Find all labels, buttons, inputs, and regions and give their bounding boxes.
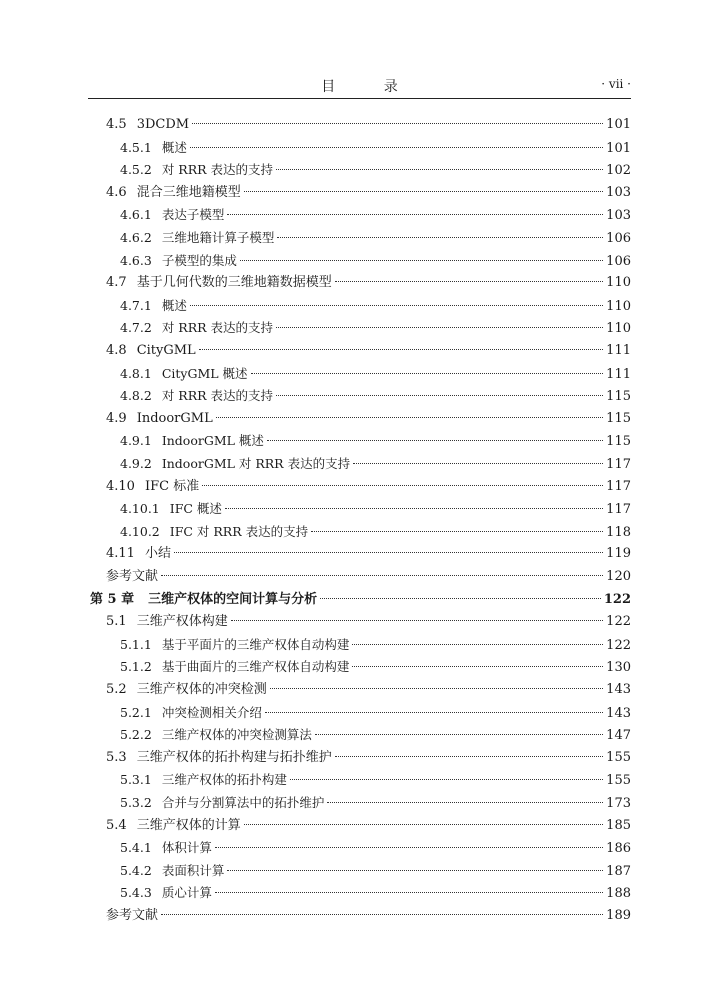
dot-leader [161,575,603,576]
toc-entry-title: 三维产权体的拓扑构建 [161,772,287,788]
toc-entry-page: 102 [606,163,631,179]
toc-entry-page: 111 [606,343,631,358]
toc-entry-title: 小结 [144,546,171,562]
page-number: · vii · [601,77,631,91]
dot-leader [290,779,603,780]
toc-entry-page: 122 [606,614,631,630]
toc-entry-number: 5.1.1 [120,636,152,652]
toc-entry-title: IFC 标准 [144,478,200,494]
toc-entry-page: 115 [606,410,631,426]
toc-entry-page: 110 [606,298,631,314]
toc-entry[interactable] [120,227,631,249]
toc-entry-page: 118 [606,524,631,540]
toc-entry[interactable] [106,543,631,565]
toc-entry[interactable] [90,589,631,611]
toc-entry-title: IFC 概述 [169,501,222,517]
toc-entry-title: 概述 [161,297,187,313]
page-title: 目 录 [321,79,420,95]
dot-leader [190,305,603,306]
toc-entry-number: 4.9.1 [120,433,152,449]
toc-entry-number: 5.2.1 [120,704,152,720]
dot-leader [190,147,603,148]
dot-leader [227,870,603,871]
toc-entry-title: CityGML [136,343,196,358]
toc-entry-number: 4.5 [106,117,127,132]
toc-entry-page: 143 [606,682,631,697]
toc-entry-page: 120 [606,569,631,584]
toc-entry[interactable] [120,521,631,543]
toc-entry-title: 表达子模型 [161,207,225,223]
dot-leader [352,666,603,667]
toc-entry[interactable] [120,250,631,272]
toc-entry[interactable] [120,430,631,452]
toc-entry-title: 概述 [161,139,187,155]
toc-entry-title: 三维产权体构建 [136,614,228,630]
toc-entry-page: 143 [606,705,631,721]
toc-entry[interactable] [120,656,631,678]
dot-leader [215,892,603,893]
toc-entry-page: 187 [606,863,631,879]
toc-entry-page: 155 [606,773,631,789]
toc-entry[interactable] [120,295,631,317]
toc-entry-title: 子模型的集成 [161,252,237,268]
dot-leader [320,598,601,599]
toc-entry-page: 117 [606,502,631,518]
toc-entry[interactable] [106,611,631,633]
toc-entry-title: 三维产权体的冲突检测算法 [161,727,312,743]
dot-leader [251,373,604,374]
toc-entry-number: 5.3.1 [120,772,152,788]
toc-entry-number: 4.6 [106,184,127,200]
toc-entry-title: IndoorGML 对 RRR 表达的支持 [161,456,351,471]
toc-entry-number: 4.7.2 [120,320,152,336]
toc-entry-number: 4.6.1 [120,207,152,223]
toc-entry-number: 4.8.2 [120,388,152,404]
toc-entry-number: 5.4 [106,817,127,833]
dot-leader [199,349,603,350]
toc-entry-page: 130 [606,660,631,676]
toc-entry-number: 5.4.2 [120,862,152,878]
page-header [88,76,631,99]
toc-entry-title: 体积计算 [161,840,212,856]
dot-leader [231,620,603,621]
toc-entry-number: 4.10.2 [120,523,160,539]
toc-entry[interactable] [120,453,631,475]
toc-entry-page: 110 [606,321,631,337]
toc-entry-title: 三维产权体的空间计算与分析 [148,591,318,607]
dot-leader [276,169,603,170]
toc-entry-number: 5.2.2 [120,727,152,743]
toc-entry[interactable] [106,679,631,701]
toc-entry-title: 参考文献 [106,908,159,923]
toc-entry-title: 三维产权体的拓扑构建与拓扑维护 [136,749,332,765]
toc-entry[interactable] [120,204,631,226]
toc-entry-title: 3DCDM [136,117,190,132]
toc-entry-title: 基于曲面片的三维产权体自动构建 [161,659,350,675]
toc-entry-title: 合并与分割算法中的拓扑维护 [161,795,325,810]
toc-entry-title: 基于平面片的三维产权体自动构建 [161,636,350,652]
toc-entry-number: 4.10.1 [120,501,160,517]
toc-entry-number: 5.1.2 [120,659,152,675]
toc-entry[interactable] [120,860,631,882]
toc-entry-number: 4.11 [106,546,135,562]
toc-entry-page: 155 [606,749,631,765]
toc-entry-page: 106 [606,253,631,269]
toc-entry-title: 三维地籍计算子模型 [161,230,275,245]
toc-entry-number: 4.7.1 [120,297,152,313]
toc-entry-number: 4.7 [106,275,127,291]
dot-leader [161,914,603,915]
toc-entry[interactable] [106,182,631,204]
toc-entry-number: 5.3 [106,749,127,765]
toc-entry-page: 117 [606,478,631,494]
toc-entry[interactable] [120,634,631,656]
toc-entry[interactable] [106,476,631,498]
toc-entry[interactable] [106,815,631,837]
toc-entry-title: 三维产权体的计算 [136,817,241,833]
toc-entry-number: 5.3.2 [120,795,152,810]
toc-entry[interactable] [120,882,631,904]
toc-entry-number: 4.5.2 [120,162,152,178]
dot-leader [276,327,603,328]
toc-entry-title: IndoorGML [136,410,213,426]
toc-entry-title: 混合三维地籍模型 [136,184,241,200]
dot-leader [192,123,603,124]
toc-entry-number: 第 5 章 [90,591,135,607]
toc-entry-page: 106 [606,231,631,246]
toc-entry-page: 117 [606,457,631,472]
dot-leader [267,440,603,441]
dot-leader [352,644,603,645]
toc-entry[interactable] [120,385,631,407]
dot-leader [225,508,603,509]
toc-entry[interactable] [120,769,631,791]
toc-entry-number: 4.10 [106,478,135,494]
toc-entry-number: 4.8.1 [120,365,152,381]
toc-entry-title: 基于几何代数的三维地籍数据模型 [136,275,332,291]
toc-entry-number: 4.9.2 [120,456,152,471]
dot-leader [276,395,603,396]
toc-entry[interactable] [106,905,631,927]
toc-entry[interactable] [106,114,631,136]
toc-entry-number: 4.9 [106,410,127,426]
dot-leader [335,281,603,282]
toc-entry[interactable] [120,137,631,159]
toc-entry-page: 103 [606,208,631,224]
toc-entry[interactable] [120,702,631,724]
toc-entry-number: 5.1 [106,614,127,630]
toc-entry[interactable] [120,317,631,339]
dot-leader [227,214,603,215]
toc-entry-number: 5.2 [106,682,127,697]
toc-entry-title: 表面积计算 [161,862,225,878]
toc-entry-page: 122 [603,591,631,607]
toc-entry-page: 186 [606,841,631,857]
toc-entry-title: 对 RRR 表达的支持 [161,320,273,336]
dot-leader [270,688,603,689]
toc-entry-title: 质心计算 [161,885,212,901]
dot-leader [335,756,603,757]
toc-entry[interactable] [120,724,631,746]
toc-entry-title: IndoorGML 概述 [161,433,264,449]
dot-leader [353,463,603,464]
toc-entry[interactable] [106,272,631,294]
dot-leader [277,237,603,238]
dot-leader [216,417,603,418]
dot-leader [327,802,603,803]
toc-entry-page: 111 [606,366,631,382]
toc-entry-page: 189 [606,908,631,923]
toc-entry-number: 4.5.1 [120,139,152,155]
toc-entry-page: 185 [606,817,631,833]
toc-entry-page: 101 [606,117,631,132]
toc-entry-title: 对 RRR 表达的支持 [161,162,273,178]
toc-entry-title: 参考文献 [106,569,159,584]
toc-entry[interactable] [106,566,631,588]
toc-entry-number: 4.6.3 [120,252,152,268]
toc-entry-page: 122 [606,637,631,653]
dot-leader [215,847,603,848]
toc-entry-number: 5.4.3 [120,885,152,901]
dot-leader [315,734,603,735]
dot-leader [265,712,603,713]
toc-entry-page: 173 [606,796,631,811]
dot-leader [311,531,603,532]
dot-leader [244,824,603,825]
toc-entry-number: 5.4.1 [120,840,152,856]
dot-leader [240,260,603,261]
toc-entry-page: 119 [606,546,631,562]
dot-leader [202,485,603,486]
toc-entry-number: 4.6.2 [120,230,152,245]
toc-entry-title: 对 RRR 表达的支持 [161,388,273,404]
toc-entry-title: 冲突检测相关介绍 [161,704,262,720]
toc-entry-page: 103 [606,184,631,200]
toc-entry-page: 188 [606,886,631,902]
toc-entry[interactable] [106,340,631,362]
dot-leader [174,552,603,553]
toc-entry-title: 三维产权体的冲突检测 [136,682,267,697]
toc-entry-page: 101 [606,140,631,156]
dot-leader [244,191,603,192]
toc-entry[interactable] [120,792,631,814]
toc-entry-number: 4.8 [106,343,127,358]
toc-entry-title: IFC 对 RRR 表达的支持 [169,523,309,539]
toc-entry-page: 110 [606,275,631,291]
toc-entry[interactable] [120,363,631,385]
toc-entry-page: 147 [606,728,631,744]
toc-entry[interactable] [120,159,631,181]
toc-entry[interactable] [106,747,631,769]
toc-entry[interactable] [120,498,631,520]
toc-entry-title: CityGML 概述 [161,365,248,381]
toc-entry-page: 115 [606,389,631,405]
toc-entry[interactable] [106,408,631,430]
toc-entry-page: 115 [606,434,631,450]
toc-entry[interactable] [120,837,631,859]
